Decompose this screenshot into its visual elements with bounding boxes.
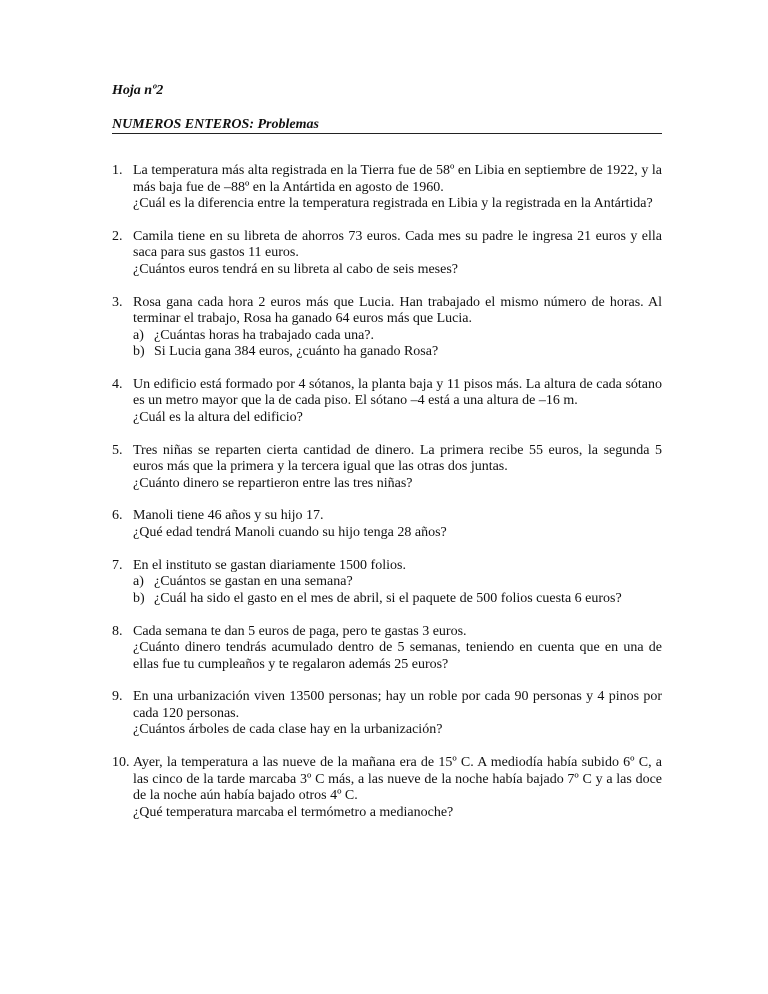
problem-item [112,689,662,739]
problem-statement: Manoli tiene 46 años y su hijo 17. [133,508,324,524]
subquestion-text: ¿Cuántas horas ha trabajado cada una?. [154,327,375,343]
subquestion-list [133,574,662,607]
problem-statement: Cada semana te dan 5 euros de paga, pero te gastas 3 euros. [133,623,467,639]
problem-item [112,755,662,821]
subquestion-text: Si Lucia gana 384 euros, ¿cuánto ha ganado Rosa? [154,344,439,360]
problem-item [112,163,662,213]
title-underline [112,133,662,134]
problem-number: 10. [112,755,130,771]
subquestion-text: ¿Cuántos se gastan en una semana? [154,574,353,590]
subquestion-letter: a) [133,574,144,590]
problem-statement: Camila tiene en su libreta de ahorros 73 euros. Cada mes su padre le ingresa 21 euros y ella saca para sus gastos 11 euros. [133,228,662,261]
problem-question: ¿Cuánto dinero tendrás acumulado dentro de 5 semanas, teniendo en cuenta que en una de ellas fue tu cumpleaños y te regalaron además 25 euros? [133,640,662,672]
problem-statement: Tres niñas se reparten cierta cantidad de dinero. La primera recibe 55 euros, la segunda 5 euros más que la primera y la tercera igual que las otras dos juntas. [133,442,662,475]
subquestion-item [133,591,662,608]
problem-number: 1. [112,163,123,178]
problem-list [112,163,662,837]
problem-statement: Ayer, la temperatura a las nueve de la mañana era de 15º C. A mediodía había subido 6º C, a las cinco de la tarde marcaba 3º C más, a las nueve de la noche había bajado 7º C y a las doce de la noche aún había bajado otros 4º C. [133,755,662,804]
problem-question: ¿Cuántos euros tendrá en su libreta al cabo de seis meses? [133,261,459,277]
problem-number: 5. [112,442,123,458]
subquestion-item [133,344,662,361]
problem-item [112,624,662,674]
problem-statement: Rosa gana cada hora 2 euros más que Lucia. Han trabajado el mismo número de horas. Al terminar el trabajo, Rosa ha ganado 64 euros más que Lucia. [133,294,662,327]
document-title: NUMEROS ENTEROS: Problemas [112,117,319,132]
problem-number: 3. [112,294,123,310]
problem-statement: Un edificio está formado por 4 sótanos, la planta baja y 11 pisos más. La altura de cada sótano es un metro mayor que la de cada piso. El sótano –4 está a una altura de –16 m. [133,376,662,409]
problem-question: ¿Cuántos árboles de cada clase hay en la urbanización? [133,722,443,738]
subquestion-item [133,574,662,591]
subquestion-letter: b) [133,344,145,360]
subquestion-letter: a) [133,327,144,343]
problem-item [112,295,662,361]
problem-item [112,443,662,493]
problem-question: ¿Qué temperatura marcaba el termómetro a medianoche? [133,804,454,820]
subquestion-letter: b) [133,590,145,606]
subquestion-list [133,328,662,361]
problem-question: ¿Cuál es la diferencia entre la temperatura registrada en Libia y la registrada en la Antártida? [133,196,653,211]
problem-number: 4. [112,376,123,392]
problem-item [112,229,662,279]
problem-number: 6. [112,508,123,524]
problem-question: ¿Cuál es la altura del edificio? [133,409,303,425]
problem-statement: La temperatura más alta registrada en la Tierra fue de 58º en Libia en septiembre de 1922, y la más baja fue de –88º en la Antártida en agosto de 1960. [133,163,662,195]
problem-number: 8. [112,623,123,639]
problem-item [112,508,662,541]
problem-item [112,558,662,608]
problem-question: ¿Cuánto dinero se repartieron entre las tres niñas? [133,475,413,491]
sheet-label: Hoja nº2 [112,83,164,98]
problem-number: 2. [112,228,123,244]
problem-number: 7. [112,557,123,573]
problem-statement: En una urbanización viven 13500 personas; hay un roble por cada 90 personas y 4 pinos por cada 120 personas. [133,689,662,721]
problem-number: 9. [112,689,123,705]
subquestion-text: ¿Cuál ha sido el gasto en el mes de abril, si el paquete de 500 folios cuesta 6 euros? [154,590,622,606]
problem-item [112,377,662,427]
problem-question: ¿Qué edad tendrá Manoli cuando su hijo tenga 28 años? [133,524,447,540]
subquestion-item [133,328,662,345]
problem-statement: En el instituto se gastan diariamente 1500 folios. [133,557,406,573]
